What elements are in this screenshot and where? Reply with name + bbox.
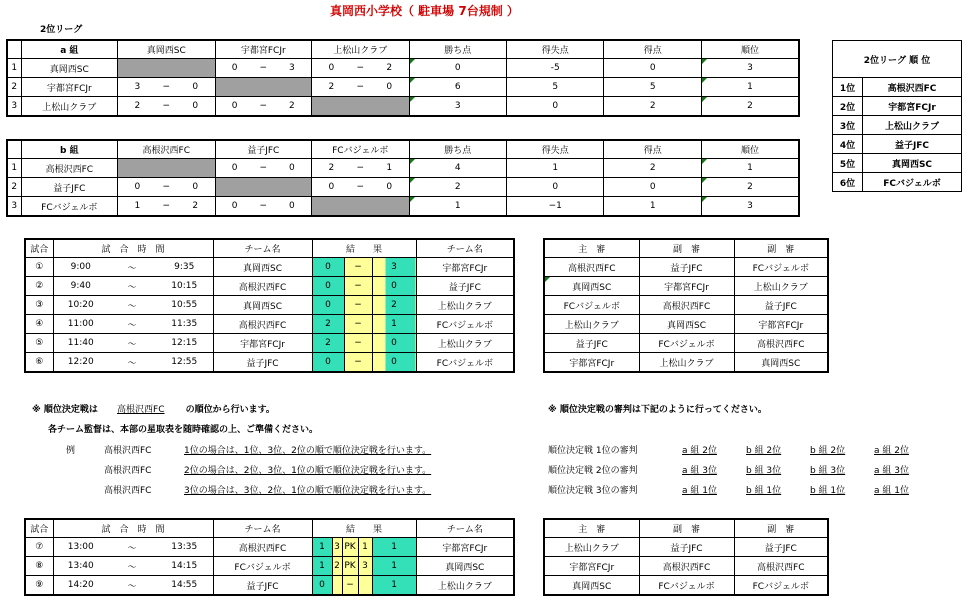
- table-row: [7, 197, 799, 217]
- note-line-2: 各チーム監督は、本部の星取表を随時確認の上、ご準備ください。: [48, 425, 319, 435]
- ref-rule-value: b 組 1位: [746, 486, 782, 496]
- match-number: ⑧: [25, 557, 53, 576]
- match-score: 0 − 2: [215, 97, 311, 117]
- assistant-referee: FCバジェルボ: [639, 576, 734, 596]
- away-score: 0: [372, 334, 416, 353]
- match-score: 1 − 2: [118, 197, 215, 217]
- team-name: 上松山クラブ: [21, 97, 117, 117]
- away-score: 1: [372, 557, 416, 576]
- blank-cell: [7, 140, 21, 159]
- assistant-referee: 上松山クラブ: [734, 277, 828, 296]
- match-score: 0 − 0: [215, 197, 311, 217]
- assistant-referee: 高根沢西FC: [734, 334, 828, 353]
- rank-team: 上松山クラブ: [863, 116, 962, 135]
- note-suffix: の順位から行います。: [185, 405, 275, 415]
- rank: 3: [701, 59, 799, 78]
- match-score: 2 − 0: [118, 97, 215, 117]
- home-team: FCバジェルボ: [213, 557, 312, 576]
- home-score: 0: [312, 277, 344, 296]
- table-row: [544, 353, 828, 373]
- note-prefix: ※ 順位決定戦は: [32, 405, 98, 415]
- time-separator: ～: [108, 353, 156, 373]
- col-header: 主 審: [544, 239, 639, 258]
- row-number: 2: [7, 178, 21, 197]
- time-separator: ～: [108, 576, 156, 596]
- col-header: 宇都宮FCJr: [215, 40, 311, 59]
- ref-rule-value: a 組 1位: [682, 486, 717, 496]
- end-time: 14:55: [156, 576, 213, 596]
- home-team: 高根沢西FC: [213, 277, 312, 296]
- row-number: 3: [7, 97, 21, 117]
- team-name: 真岡西SC: [21, 59, 117, 78]
- start-time: 9:00: [53, 258, 108, 277]
- rank-team: 宇都宮FCJr: [863, 97, 962, 116]
- rank-pos: 5位: [833, 154, 863, 173]
- table-row: [25, 538, 514, 557]
- group-b-header: b 組: [21, 140, 117, 159]
- example-team: 高根沢西FC: [104, 466, 152, 476]
- match-number: ⑤: [25, 334, 53, 353]
- col-header: 上松山クラブ: [312, 40, 409, 59]
- points: 2: [409, 178, 506, 197]
- home-team: 宇都宮FCJr: [213, 334, 312, 353]
- main-referee: 高根沢西FC: [544, 258, 639, 277]
- col-header: 試 合 時 間: [53, 519, 213, 538]
- assistant-referee: 宇都宮FCJr: [734, 315, 828, 334]
- ref-rule-label: 順位決定戦 3位の審判: [548, 486, 638, 496]
- ref-rule-value: b 組 3位: [810, 466, 846, 476]
- team-name: FCバジェルボ: [21, 197, 117, 217]
- blank-cell: [7, 40, 21, 59]
- ref-rule-label: 順位決定戦 1位の審判: [548, 446, 638, 456]
- match-score: 0 − 0: [118, 178, 215, 197]
- goals: 2: [604, 97, 701, 117]
- start-time: 12:20: [53, 353, 108, 373]
- match-score: 3 − 0: [118, 78, 215, 97]
- time-separator: ～: [108, 557, 156, 576]
- match-score: 0 − 3: [215, 59, 311, 78]
- away-team: 真岡西SC: [416, 557, 514, 576]
- self-match-cell: [215, 178, 311, 197]
- table-row: [544, 296, 828, 315]
- assistant-referee: 益子JFC: [734, 296, 828, 315]
- main-referee: 上松山クラブ: [544, 538, 639, 557]
- end-time: 10:55: [156, 296, 213, 315]
- col-header: 得点: [604, 40, 701, 59]
- end-time: 13:35: [156, 538, 213, 557]
- col-header: 得点: [604, 140, 701, 159]
- schedule-table-1: [24, 238, 515, 373]
- away-pk: 3: [358, 557, 372, 576]
- example-text: 1位の場合は、1位、3位、2位の順で順位決定戦を行います。: [184, 446, 432, 456]
- group-a-header: a 組: [21, 40, 117, 59]
- row-number: 1: [7, 59, 21, 78]
- away-team: 益子JFC: [416, 277, 514, 296]
- assistant-referee: 高根沢西FC: [734, 557, 828, 576]
- goal-diff: 0: [506, 97, 603, 117]
- table-row: [544, 334, 828, 353]
- table-row: [25, 576, 514, 596]
- ref-rule-value: a 組 2位: [682, 446, 717, 456]
- away-score: 2: [372, 296, 416, 315]
- col-header: 副 審: [734, 519, 828, 538]
- main-referee: 真岡西SC: [544, 576, 639, 596]
- points: 1: [409, 197, 506, 217]
- time-separator: ～: [108, 315, 156, 334]
- end-time: 11:35: [156, 315, 213, 334]
- table-row: [544, 557, 828, 576]
- col-header: 真岡西SC: [118, 40, 215, 59]
- col-header: 副 審: [639, 239, 734, 258]
- home-score: 0: [312, 353, 344, 373]
- table-row: [544, 258, 828, 277]
- score-separator: −: [344, 353, 372, 373]
- home-team: 益子JFC: [213, 353, 312, 373]
- referee-table-1: [543, 238, 829, 373]
- goals: 5: [604, 78, 701, 97]
- page-title: 真岡西小学校（ 駐車場 7台規制 ）: [330, 4, 519, 18]
- end-time: 12:15: [156, 334, 213, 353]
- table-row: [544, 538, 828, 557]
- rank-team: 益子JFC: [863, 135, 962, 154]
- table-row: [25, 557, 514, 576]
- home-score: 1: [312, 538, 332, 557]
- score-separator: −: [344, 277, 372, 296]
- assistant-referee: 益子JFC: [639, 258, 734, 277]
- rank-pos: 3位: [833, 116, 863, 135]
- self-match-cell: [118, 159, 215, 178]
- ref-rule-value: b 組 2位: [746, 446, 782, 456]
- away-score: 0: [372, 277, 416, 296]
- table-row: [7, 97, 799, 117]
- away-team: 上松山クラブ: [416, 334, 514, 353]
- note-team: 高根沢西FC: [117, 405, 165, 415]
- ref-rule-value: b 組 3位: [746, 466, 782, 476]
- rank-pos: 4位: [833, 135, 863, 154]
- table-row: [25, 296, 514, 315]
- example-text: 3位の場合は、3位、2位、1位の順で順位決定戦を行います。: [184, 486, 432, 496]
- pk-label: PK: [342, 557, 358, 576]
- away-pk: 1: [358, 538, 372, 557]
- assistant-referee: 益子JFC: [734, 538, 828, 557]
- score-separator: −: [344, 258, 372, 277]
- table-row: [25, 315, 514, 334]
- assistant-referee: 真岡西SC: [639, 315, 734, 334]
- ref-rule-value: a 組 3位: [874, 466, 909, 476]
- start-time: 10:20: [53, 296, 108, 315]
- self-match-cell: [215, 78, 311, 97]
- goals: 2: [604, 159, 701, 178]
- assistant-referee: 上松山クラブ: [639, 353, 734, 373]
- col-header: 副 審: [734, 239, 828, 258]
- end-time: 12:55: [156, 353, 213, 373]
- table-row: [7, 178, 799, 197]
- away-pk: [358, 576, 372, 596]
- main-referee: 益子JFC: [544, 334, 639, 353]
- home-pk: 2: [332, 557, 342, 576]
- pk-label: −: [342, 576, 358, 596]
- home-pk: 3: [332, 538, 342, 557]
- col-header: 順位: [701, 140, 799, 159]
- rank-pos: 2位: [833, 97, 863, 116]
- col-header: 結 果: [312, 519, 416, 538]
- col-header: 益子JFC: [215, 140, 311, 159]
- home-score: 2: [312, 315, 344, 334]
- ref-rule-label: 順位決定戦 2位の審判: [548, 466, 638, 476]
- match-number: ④: [25, 315, 53, 334]
- table-row: [544, 576, 828, 596]
- main-referee: 宇都宮FCJr: [544, 353, 639, 373]
- table-row: [544, 277, 828, 296]
- row-number: 1: [7, 159, 21, 178]
- example-text: 2位の場合は、2位、3位、1位の順で順位決定戦を行います。: [184, 466, 432, 476]
- col-header: 試 合 時 間: [53, 239, 213, 258]
- goals: 0: [604, 178, 701, 197]
- col-header: チーム名: [213, 519, 312, 538]
- assistant-referee: FCバジェルボ: [639, 334, 734, 353]
- assistant-referee: FCバジェルボ: [734, 258, 828, 277]
- note-line-1: [32, 402, 275, 415]
- rank: 3: [701, 197, 799, 217]
- rank-pos: 6位: [833, 173, 863, 192]
- match-score: 0 − 0: [312, 178, 409, 197]
- example-team: 高根沢西FC: [104, 446, 152, 456]
- time-separator: ～: [108, 334, 156, 353]
- self-match-cell: [118, 59, 215, 78]
- team-name: 高根沢西FC: [21, 159, 117, 178]
- rank-team: FCバジェルボ: [863, 173, 962, 192]
- away-team: FCバジェルボ: [416, 315, 514, 334]
- home-team: 高根沢西FC: [213, 538, 312, 557]
- goal-diff: 5: [506, 78, 603, 97]
- table-row: [544, 315, 828, 334]
- score-separator: −: [344, 315, 372, 334]
- table-row: [25, 334, 514, 353]
- assistant-referee: 益子JFC: [639, 538, 734, 557]
- away-score: 1: [372, 315, 416, 334]
- home-team: 真岡西SC: [213, 258, 312, 277]
- away-team: 宇都宮FCJr: [416, 538, 514, 557]
- start-time: 14:20: [53, 576, 108, 596]
- ranking-title: 2位リーグ 順 位: [833, 41, 962, 78]
- start-time: 11:00: [53, 315, 108, 334]
- table-row: [7, 159, 799, 178]
- start-time: 9:40: [53, 277, 108, 296]
- main-referee: 宇都宮FCJr: [544, 557, 639, 576]
- table-row: [25, 258, 514, 277]
- goals: 1: [604, 197, 701, 217]
- group-a-table: [6, 39, 800, 117]
- end-time: 10:15: [156, 277, 213, 296]
- team-name: 宇都宮FCJr: [21, 78, 117, 97]
- match-number: ⑨: [25, 576, 53, 596]
- match-number: ①: [25, 258, 53, 277]
- team-name: 益子JFC: [21, 178, 117, 197]
- home-score: 0: [312, 258, 344, 277]
- match-score: 0 − 0: [215, 159, 311, 178]
- time-separator: ～: [108, 258, 156, 277]
- referee-note-title: ※ 順位決定戦の審判は下記のように行ってください。: [548, 405, 767, 415]
- ref-rule-value: b 組 1位: [810, 486, 846, 496]
- ref-rule-value: a 組 2位: [874, 446, 909, 456]
- away-score: 3: [372, 258, 416, 277]
- end-time: 14:15: [156, 557, 213, 576]
- rank: 1: [701, 78, 799, 97]
- match-score: 2 − 0: [312, 78, 409, 97]
- col-header: チーム名: [416, 239, 514, 258]
- home-score: 0: [312, 576, 332, 596]
- away-team: 上松山クラブ: [416, 296, 514, 315]
- goal-diff: -5: [506, 59, 603, 78]
- col-header: 主 審: [544, 519, 639, 538]
- ref-rule-value: a 組 1位: [874, 486, 909, 496]
- time-separator: ～: [108, 296, 156, 315]
- main-referee: 上松山クラブ: [544, 315, 639, 334]
- home-team: 高根沢西FC: [213, 315, 312, 334]
- self-match-cell: [312, 197, 409, 217]
- table-row: [7, 59, 799, 78]
- rank: 2: [701, 178, 799, 197]
- assistant-referee: FCバジェルボ: [734, 576, 828, 596]
- pk-label: PK: [342, 538, 358, 557]
- match-number: ⑦: [25, 538, 53, 557]
- ranking-table: [832, 40, 962, 192]
- goals: 0: [604, 59, 701, 78]
- rank: 2: [701, 97, 799, 117]
- match-number: ③: [25, 296, 53, 315]
- col-header: FCバジェルボ: [312, 140, 409, 159]
- home-team: 益子JFC: [213, 576, 312, 596]
- away-score: 1: [372, 538, 416, 557]
- away-score: 1: [372, 576, 416, 596]
- example-label: 例: [66, 446, 76, 456]
- group-b-table: [6, 139, 800, 217]
- schedule-table-2: [24, 518, 515, 596]
- col-header: チーム名: [416, 519, 514, 538]
- row-number: 3: [7, 197, 21, 217]
- col-header: 試合: [25, 239, 53, 258]
- col-header: 勝ち点: [409, 40, 506, 59]
- home-score: 1: [312, 557, 332, 576]
- match-score: 2 − 1: [312, 159, 409, 178]
- main-referee: FCバジェルボ: [544, 296, 639, 315]
- row-number: 2: [7, 78, 21, 97]
- assistant-referee: 高根沢西FC: [639, 296, 734, 315]
- table-row: [25, 277, 514, 296]
- self-match-cell: [312, 97, 409, 117]
- table-row: [7, 78, 799, 97]
- match-score: 0 − 2: [312, 59, 409, 78]
- score-separator: −: [344, 296, 372, 315]
- home-pk: [332, 576, 342, 596]
- col-header: 順位: [701, 40, 799, 59]
- rank-pos: 1位: [833, 78, 863, 97]
- start-time: 11:40: [53, 334, 108, 353]
- col-header: 副 審: [639, 519, 734, 538]
- main-referee: 真岡西SC: [544, 277, 639, 296]
- assistant-referee: 高根沢西FC: [639, 557, 734, 576]
- end-time: 9:35: [156, 258, 213, 277]
- away-score: 0: [372, 353, 416, 373]
- start-time: 13:40: [53, 557, 108, 576]
- rank: 1: [701, 159, 799, 178]
- col-header: 得失点: [506, 40, 603, 59]
- score-separator: −: [344, 334, 372, 353]
- league-label: 2位リーグ: [40, 25, 83, 35]
- home-score: 2: [312, 334, 344, 353]
- time-separator: ～: [108, 538, 156, 557]
- time-separator: ～: [108, 277, 156, 296]
- assistant-referee: 宇都宮FCJr: [639, 277, 734, 296]
- points: 0: [409, 59, 506, 78]
- rank-team: 高根沢西FC: [863, 78, 962, 97]
- points: 4: [409, 159, 506, 178]
- table-row: [25, 353, 514, 373]
- match-number: ⑥: [25, 353, 53, 373]
- example-team: 高根沢西FC: [104, 486, 152, 496]
- goal-diff: −1: [506, 197, 603, 217]
- assistant-referee: 真岡西SC: [734, 353, 828, 373]
- ref-rule-value: b 組 2位: [810, 446, 846, 456]
- col-header: 勝ち点: [409, 140, 506, 159]
- away-team: 上松山クラブ: [416, 576, 514, 596]
- col-header: 高根沢西FC: [118, 140, 215, 159]
- start-time: 13:00: [53, 538, 108, 557]
- rank-team: 真岡西SC: [863, 154, 962, 173]
- col-header: 得失点: [506, 140, 603, 159]
- points: 3: [409, 97, 506, 117]
- col-header: 結 果: [312, 239, 416, 258]
- away-team: 宇都宮FCJr: [416, 258, 514, 277]
- col-header: チーム名: [213, 239, 312, 258]
- match-number: ②: [25, 277, 53, 296]
- points: 6: [409, 78, 506, 97]
- home-team: 真岡西SC: [213, 296, 312, 315]
- home-score: 0: [312, 296, 344, 315]
- goal-diff: 0: [506, 178, 603, 197]
- away-team: FCバジェルボ: [416, 353, 514, 373]
- ref-rule-value: a 組 3位: [682, 466, 717, 476]
- goal-diff: 1: [506, 159, 603, 178]
- col-header: 試合: [25, 519, 53, 538]
- referee-table-2: [543, 518, 829, 596]
